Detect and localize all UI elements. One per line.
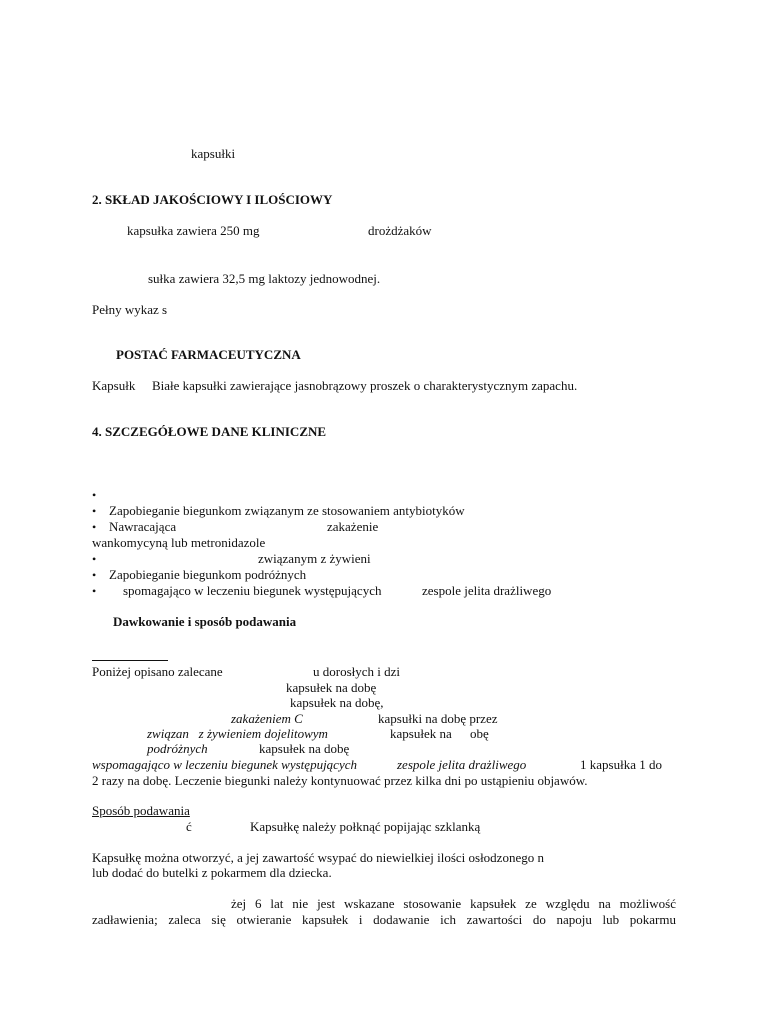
- indication-item: spomagająco w leczeniu biegunek występujących: [123, 583, 382, 598]
- dosing-line: związan z żywieniem dojelitowym: [147, 726, 328, 741]
- administration-line: ć: [186, 819, 192, 834]
- dosing-line: podróżnych: [147, 741, 208, 756]
- dosing-line: zespole jelita drażliwego: [397, 757, 527, 772]
- dosing-line: wspomagająco w leczeniu biegunek występujących: [92, 757, 357, 772]
- administration-line: zadławienia; zaleca się otwieranie kapsułek i dodawanie ich zawartości do napoju lub pokarmu: [92, 912, 676, 927]
- section-3-heading: POSTAĆ FARMACEUTYCZNA: [116, 347, 301, 362]
- composition-line-1a: kapsułka zawiera 250 mg: [127, 223, 260, 238]
- underline-rule: [92, 660, 168, 661]
- composition-line-1b: drożdżaków: [368, 223, 432, 238]
- section-2-heading: 2. SKŁAD JAKOŚCIOWY I ILOŚCIOWY: [92, 192, 333, 207]
- administration-heading: Sposób podawania: [92, 803, 190, 818]
- lactose-line: sułka zawiera 32,5 mg laktozy jednowodnej.: [148, 271, 381, 286]
- indication-item: Zapobieganie biegunkom związanym ze stosowaniem antybiotyków: [109, 503, 465, 518]
- dosing-line: Poniżej opisano zalecane: [92, 664, 223, 679]
- bullet-icon: •: [92, 504, 97, 518]
- form-line-a: Kapsułk: [92, 378, 136, 393]
- indication-item: wankomycyną lub metronidazole: [92, 535, 266, 550]
- form-line-b: Białe kapsułki zawierające jasnobrązowy proszek o charakterystycznym zapachu.: [152, 378, 578, 393]
- dosing-line: 1 kapsułka 1 do: [580, 757, 662, 772]
- dosing-line: kapsułek na: [390, 726, 452, 741]
- bullet-icon: •: [92, 568, 97, 582]
- dosing-line: kapsułki na dobę przez: [378, 711, 498, 726]
- bullet-icon: •: [92, 584, 97, 598]
- dosing-line: kapsułek na dobę,: [290, 695, 384, 710]
- dosing-heading: Dawkowanie i sposób podawania: [113, 614, 297, 629]
- indication-item: związanym z żywieni: [258, 551, 371, 566]
- dosing-line: kapsułek na dobę: [259, 741, 350, 756]
- indication-item: zespole jelita drażliwego: [422, 583, 552, 598]
- dosing-line: kapsułek na dobę: [286, 680, 377, 695]
- dosing-line: zakażeniem C: [231, 711, 303, 726]
- bullet-icon: •: [92, 552, 97, 566]
- administration-line: Kapsułkę należy połknąć popijając szklanką: [250, 819, 481, 834]
- indication-item: Zapobieganie biegunkom podróżnych: [109, 567, 307, 582]
- pharmaceutical-form-text: kapsułki: [191, 146, 236, 161]
- excipients-line: Pełny wykaz s: [92, 302, 168, 317]
- administration-line: żej 6 lat nie jest wskazane stosowanie kapsułek ze względu na możliwość: [231, 896, 676, 911]
- dosing-line: u dorosłych i dzi: [313, 664, 401, 679]
- dosing-line: 2 razy na dobę. Leczenie biegunki należy kontynuować przez kilka dni po ustąpieniu objawów.: [92, 773, 588, 788]
- bullet-icon: •: [92, 520, 97, 534]
- section-4-heading: 4. SZCZEGÓŁOWE DANE KLINICZNE: [92, 424, 327, 439]
- indication-item: Nawracająca: [109, 519, 177, 534]
- indication-item: zakażenie: [327, 519, 379, 534]
- administration-line: Kapsułkę można otworzyć, a jej zawartość wsypać do niewielkiej ilości osłodzonego n: [92, 850, 544, 865]
- dosing-line: obę: [470, 726, 489, 741]
- bullet-icon: •: [92, 488, 97, 502]
- administration-line: lub dodać do butelki z pokarmem dla dziecka.: [92, 865, 332, 880]
